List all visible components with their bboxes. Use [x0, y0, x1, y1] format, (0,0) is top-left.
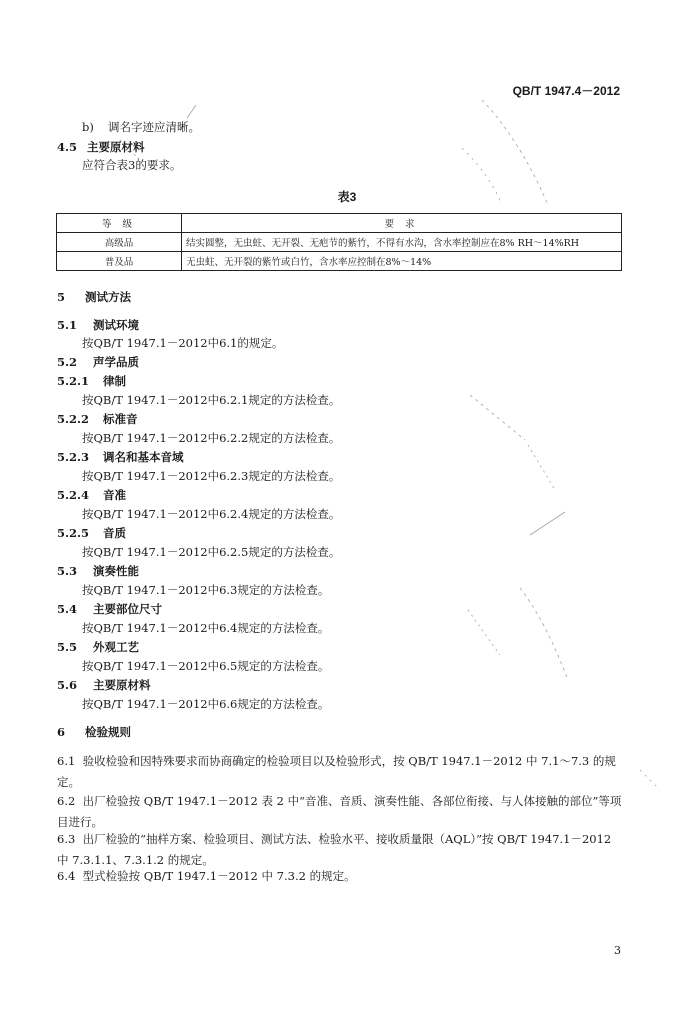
subsection-number: 5.2.4: [57, 488, 90, 502]
subsection-number: 5.5: [57, 640, 78, 654]
requirement-cell: 无虫蛀、无开裂的紫竹或白竹，含水率应控制在8%～14%: [182, 252, 622, 271]
subsection-text: 按QB/T 1947.1－2012中6.3规定的方法检查。: [82, 583, 330, 597]
section-4-5-text: 应符合表3的要求。: [82, 158, 182, 172]
section-5-number: 5: [57, 290, 66, 304]
subsection-number: 5.2: [57, 355, 78, 369]
rule-text: 出厂检验的“抽样方案、检验项目、测试方法、检验水平、接收质量限（AQL）”按 QB/T 1947.1－2012 中 7.3.1.1、7.3.1.2 的规定。: [57, 832, 612, 867]
item-b-label: b): [82, 120, 94, 134]
rule-number: 6.4: [57, 869, 76, 883]
subsection-title: 主要部位尺寸: [93, 602, 162, 616]
subsection-title: 标准音: [103, 412, 138, 426]
section-5-title: 测试方法: [85, 290, 131, 304]
subsection-title: 律制: [103, 374, 127, 388]
subsection-text: 按QB/T 1947.1－2012中6.2.1规定的方法检查。: [82, 393, 341, 407]
rule-text: 验收检验和因特殊要求而协商确定的检验项目以及检验形式，按 QB/T 1947.1－2012 中 7.1～7.3 的规定。: [57, 754, 616, 789]
section-4-5-title: 主要原材料: [87, 140, 145, 154]
rule-number: 6.2: [57, 794, 76, 808]
subsection-title: 主要原材料: [93, 678, 151, 692]
subsection-title: 音准: [103, 488, 127, 502]
grade-cell: 普及品: [57, 252, 182, 271]
rule-text: 出厂检验按 QB/T 1947.1－2012 表 2 中“音准、音质、演奏性能、各部位衔接、与人体接触的部位”等项目进行。: [57, 794, 622, 829]
subsection-number: 5.2.3: [57, 450, 90, 464]
subsection-number: 5.6: [57, 678, 78, 692]
subsection-number: 5.2.5: [57, 526, 90, 540]
subsection-title: 调名和基本音域: [103, 450, 184, 464]
rule-number: 6.1: [57, 754, 76, 768]
header-grade: 等 级: [57, 214, 182, 233]
rule-text: 型式检验按 QB/T 1947.1－2012 中 7.3.2 的规定。: [82, 869, 356, 883]
subsection-text: 按QB/T 1947.1－2012中6.4规定的方法检查。: [82, 621, 330, 635]
item-b-text: 调名字迹应清晰。: [108, 120, 200, 134]
subsection-number: 5.1: [57, 318, 78, 332]
section-6-number: 6: [57, 725, 66, 739]
subsection-number: 5.4: [57, 602, 78, 616]
subsection-number: 5.2.1: [57, 374, 90, 388]
subsection-text: 按QB/T 1947.1－2012中6.2.3规定的方法检查。: [82, 469, 341, 483]
header-requirement: 要 求: [182, 214, 622, 233]
subsection-number: 5.2.2: [57, 412, 90, 426]
subsection-title: 声学品质: [93, 355, 139, 369]
rule-number: 6.3: [57, 832, 76, 846]
table-3-caption: 表3: [337, 190, 357, 204]
requirement-cell: 结实圆整，无虫蛀、无开裂、无疤节的紫竹，不得有水沟，含水率控制应在8% RH～14%RH: [182, 233, 622, 252]
grade-cell: 高级品: [57, 233, 182, 252]
page-number: 3: [614, 944, 621, 957]
standard-code-header: QB/T 1947.4－2012: [512, 84, 620, 98]
subsection-text: 按QB/T 1947.1－2012中6.2.4规定的方法检查。: [82, 507, 341, 521]
subsection-number: 5.3: [57, 564, 78, 578]
subsection-text: 按QB/T 1947.1－2012中6.5规定的方法检查。: [82, 659, 330, 673]
section-4-5-number: 4.5: [57, 140, 78, 154]
subsection-title: 演奏性能: [93, 564, 139, 578]
subsection-text: 按QB/T 1947.1－2012中6.1的规定。: [82, 336, 284, 350]
subsection-text: 按QB/T 1947.1－2012中6.2.2规定的方法检查。: [82, 431, 341, 445]
subsection-text: 按QB/T 1947.1－2012中6.2.5规定的方法检查。: [82, 545, 341, 559]
section-6-title: 检验规则: [85, 725, 131, 739]
subsection-text: 按QB/T 1947.1－2012中6.6规定的方法检查。: [82, 697, 330, 711]
subsection-title: 外观工艺: [93, 640, 139, 654]
subsection-title: 音质: [103, 526, 127, 540]
subsection-title: 测试环境: [93, 318, 139, 332]
